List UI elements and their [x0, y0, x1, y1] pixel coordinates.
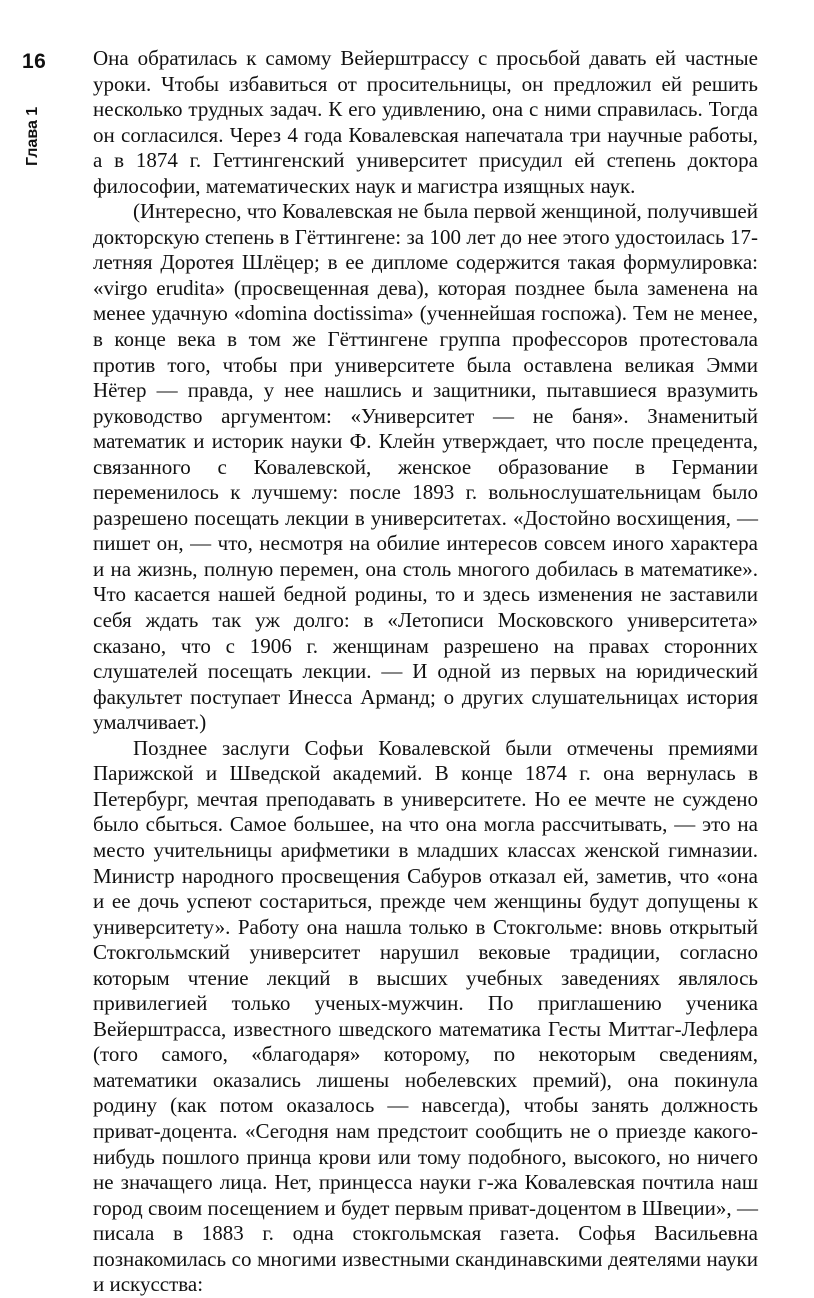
chapter-label-container [24, 92, 48, 166]
paragraph: (Интересно, что Ковалевская не была первой женщиной, получившей докторскую степень в Гёттингене: за 100 лет до нее этого удостоилась 17-летняя Доротея Шлёцер; в ее дипломе содержится такая формулировка: «virgo erudita» (просвещенная дева), которая позднее была заменена на менее удачную «domina doctissima» (ученнейшая госпожа). Тем не менее, в конце века в том же Гёттингене группа профессоров протестовала против того, чтобы при университете была оставлена великая Эмми Нётер — правда, у нее нашлись и защитники, пытавшиеся вразумить руководство аргументом: «Университет — не баня». Знаменитый математик и историк науки Ф. Клейн утверждает, что после прецедента, связанного с Ковалевской, женское образование в Германии переменилось к лучшему: после 1893 г. вольнослушательницам было разрешено посещать лекции в университетах. «Достойно восхищения, — пишет он, — что, несмотря на обилие интересов совсем иного характера и на жизнь, полную перемен, она столь многого добилась в математике». Что касается нашей бедной родины, то и здесь изменения не заставили себя ждать так уж долго: в «Летописи Московского университета» сказано, что с 1906 г. женщинам разрешено на правах сторонних слушателей посещать лекции. — И одной из первых на юридический факультет поступает Инесса Арманд; о других слушательницах история умалчивает.) [93, 199, 758, 735]
body-text [93, 46, 758, 1298]
page-number: 16 [22, 50, 47, 73]
paragraph: Она обратилась к самому Вейерштрассу с просьбой давать ей частные уроки. Чтобы избавиться от просительницы, он предложил ей решить несколько трудных задач. К его удивлению, она с ними справилась. Тогда он согласился. Через 4 года Ковалевская напечатала три научные работы, а в 1874 г. Геттингенский университет присудил ей степень доктора философии, математических наук и магистра изящных наук. [93, 46, 758, 198]
chapter-label: Глава 1 [24, 106, 41, 166]
paragraph: Позднее заслуги Софьи Ковалевской были отмечены премиями Парижской и Шведской академий. В конце 1874 г. она вернулась в Петербург, мечтая преподавать в университете. Но ее мечте не суждено было сбыться. Самое большее, на что она могла рассчитывать, — это на место учительницы арифметики в младших классах женской гимназии. Министр народного просвещения Сабуров отказал ей, заметив, что «она и ее дочь успеют состариться, прежде чем женщины будут допущены к университету». Работу она нашла только в Стокгольме: вновь открытый Стокгольмский университет нарушил вековые традиции, согласно которым чтение лекций в высших учебных заведениях являлось привилегией только ученых-мужчин. По приглашению ученика Вейерштрасса, известного шведского математика Гесты Миттаг-Лефлера (того самого, «благодаря» которому, по некоторым сведениям, математики оказались лишены нобелевских премий), она покинула родину (как потом оказалось — навсегда), чтобы занять должность приват-доцента. «Сегодня нам предстоит сообщить не о приезде какого-нибудь пошлого принца крови или тому подобного, высокого, но ничего не значащего лица. Нет, принцесса науки г-жа Ковалевская почтила наш город своим посещением и будет первым приват-доцентом в Швеции», — писала в 1883 г. одна стокгольмская газета. Софья Васильевна познакомилась со многими известными скандинавскими деятелями науки и искусства: [93, 735, 758, 1297]
